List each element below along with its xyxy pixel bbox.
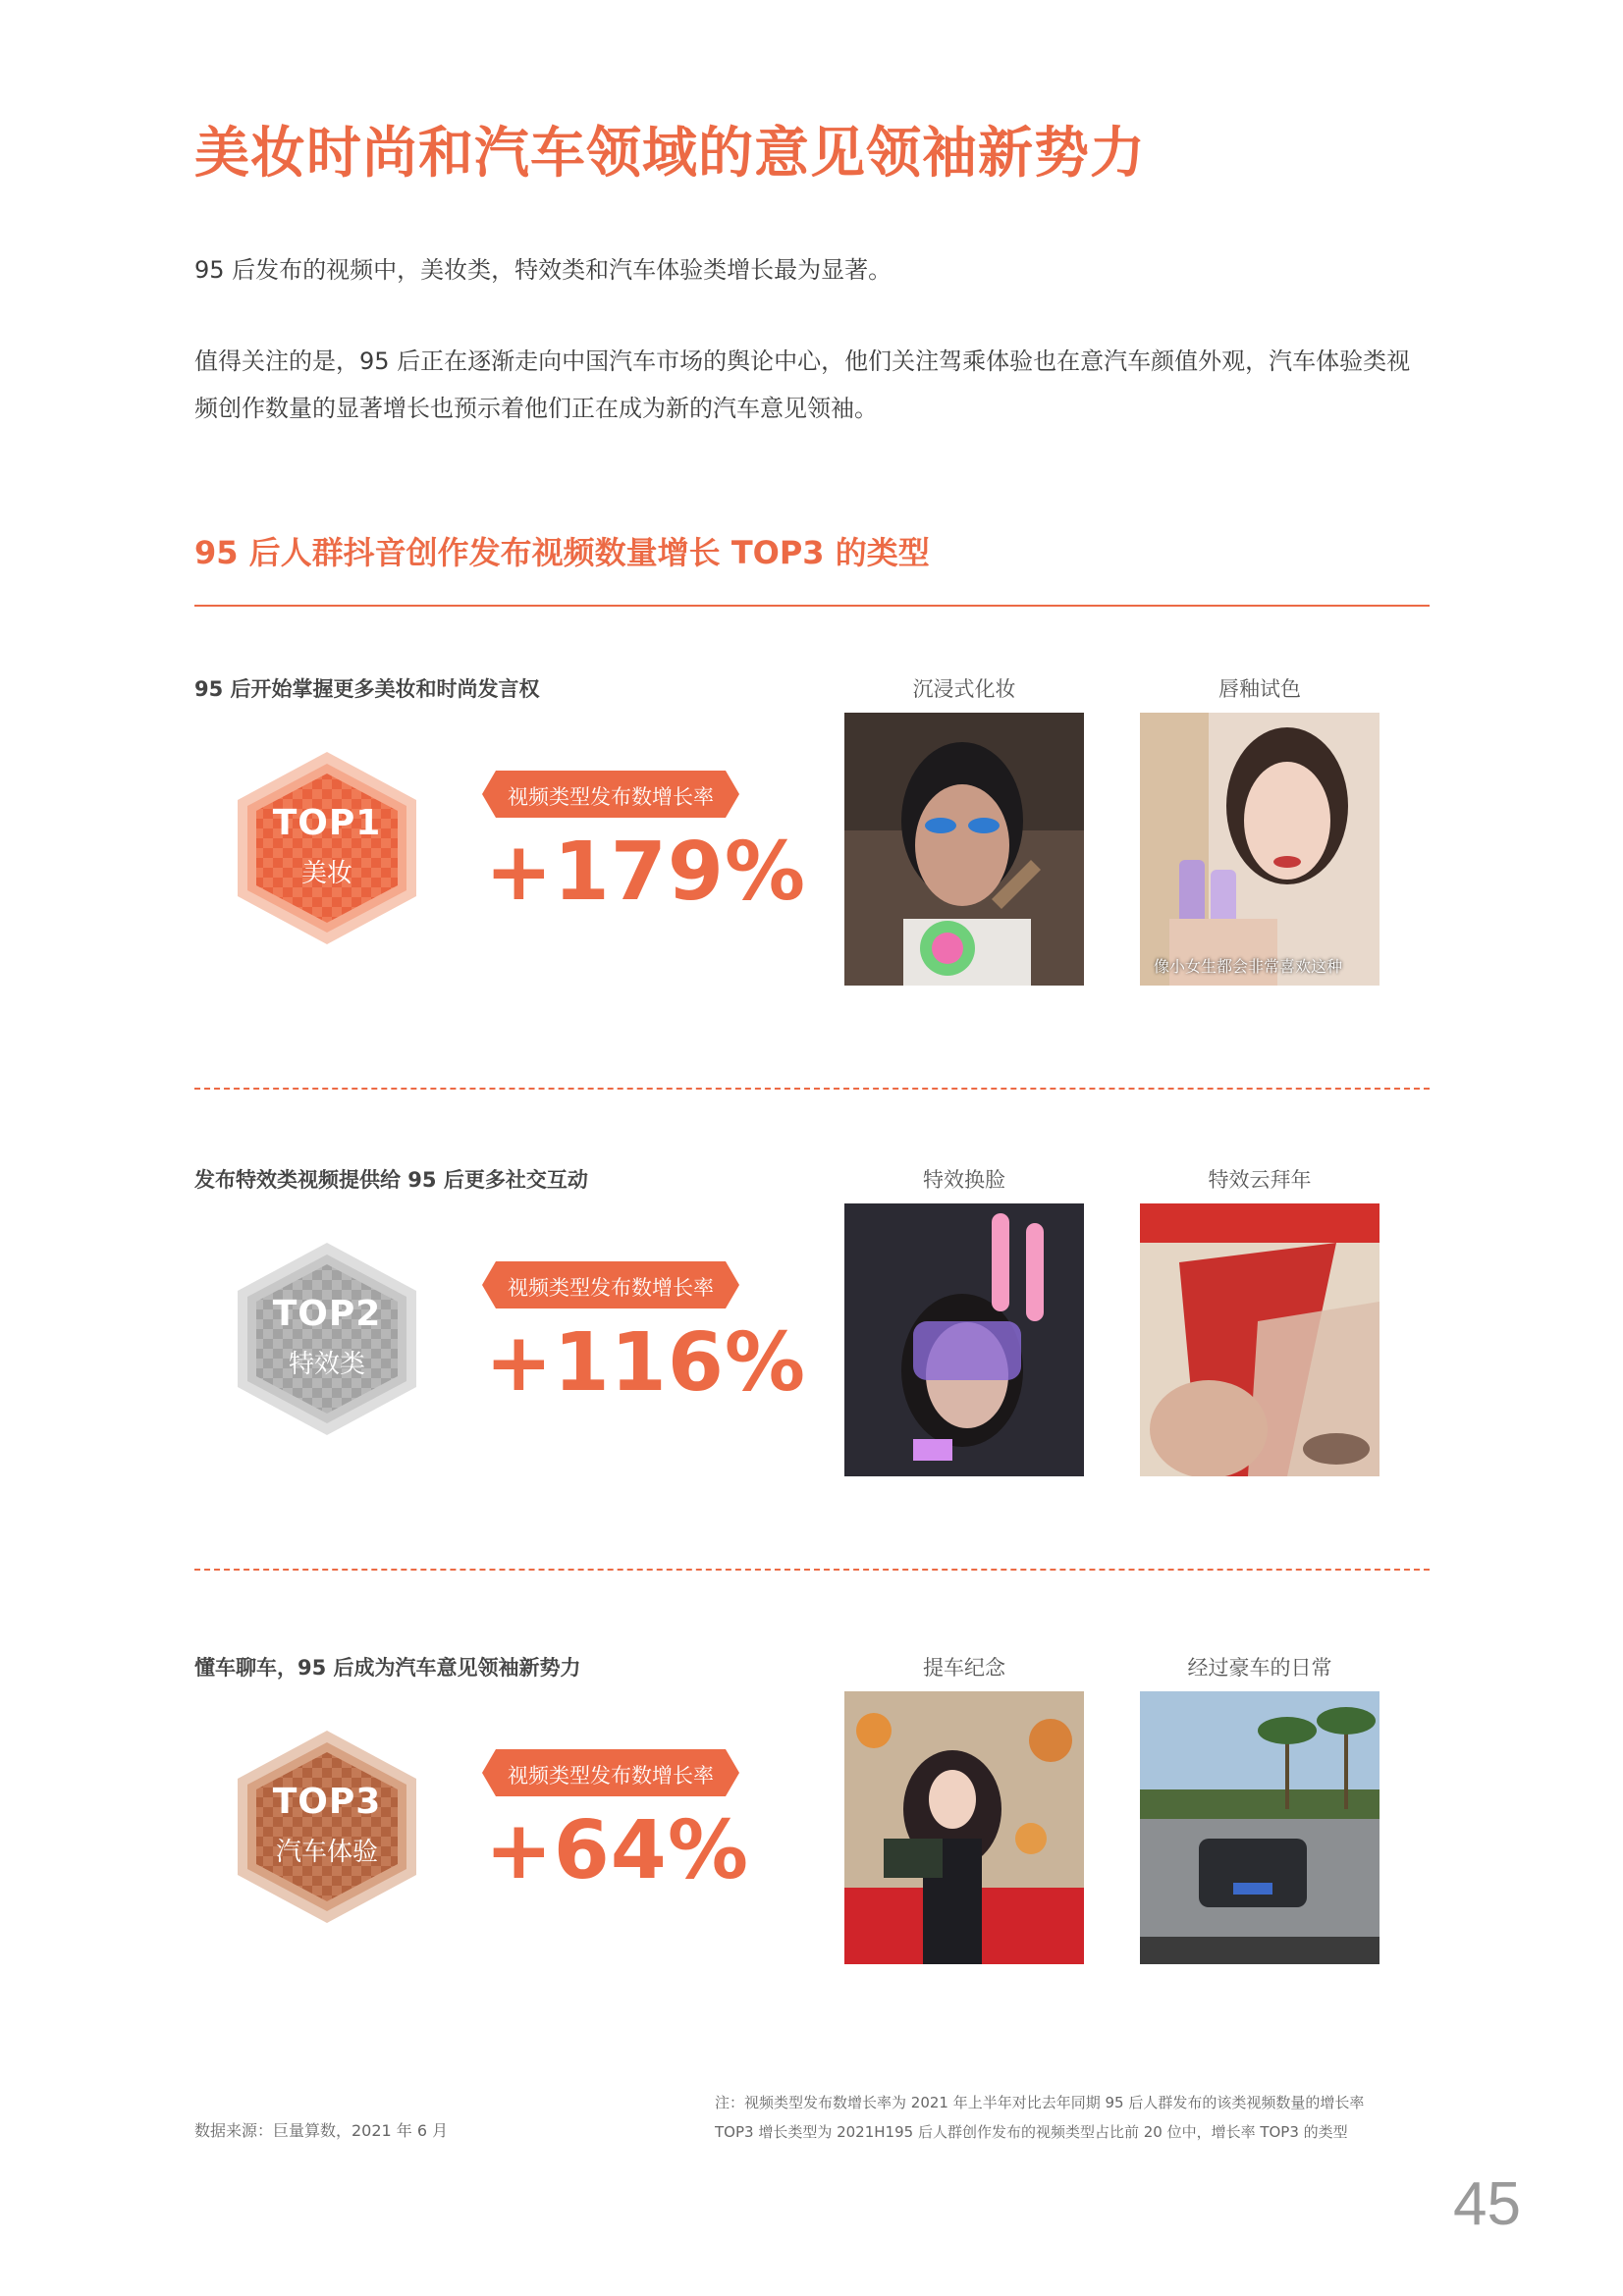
- growth-tag-label: 视频类型发布数增长率: [508, 1276, 714, 1300]
- ranking-section-top2: [0, 1164, 1623, 1576]
- rank-label: TOP3: [272, 1782, 382, 1822]
- new-year-effect-video-thumbnail: [1140, 1203, 1380, 1476]
- image-caption: 经过豪车的日常: [1187, 1656, 1332, 1680]
- top2-hexagon-badge: [234, 1241, 420, 1437]
- top3-hexagon-badge: [234, 1729, 420, 1925]
- data-source: 数据来源：巨量算数，2021 年 6 月: [194, 2121, 449, 2140]
- face-swap-video-thumbnail: [844, 1203, 1084, 1476]
- ranking-section-top3: [0, 1652, 1623, 2064]
- section-divider: [194, 1088, 1430, 1090]
- luxury-car-daily-video-thumbnail: [1140, 1691, 1380, 1964]
- growth-rate-value: +64%: [485, 1804, 749, 1897]
- page-title: 美妆时尚和汽车领域的意见领袖新势力: [194, 122, 1146, 186]
- growth-rate-value: +179%: [485, 826, 807, 919]
- image-caption: 沉浸式化妆: [912, 677, 1016, 701]
- makeup-video-thumbnail: [844, 713, 1084, 986]
- section-heading: 发布特效类视频提供给 95 后更多社交互动: [194, 1168, 588, 1192]
- top1-hexagon-badge: [234, 750, 420, 946]
- page-number: 45: [1453, 2170, 1521, 2238]
- category-label: 特效类: [288, 1350, 365, 1379]
- footnote-line-1: 注：视频类型发布数增长率为 2021 年上半年对比去年同期 95 后人群发布的该类视频数量的增长率: [715, 2094, 1365, 2111]
- section-heading: 懂车聊车，95 后成为汽车意见领袖新势力: [194, 1656, 581, 1680]
- subtitle-divider: [194, 605, 1430, 607]
- image-caption: 特效云拜年: [1208, 1168, 1312, 1192]
- section-subtitle: 95 后人群抖音创作发布视频数量增长 TOP3 的类型: [194, 534, 930, 571]
- section-heading: 95 后开始掌握更多美妆和时尚发言权: [194, 677, 540, 701]
- growth-rate-value: +116%: [485, 1316, 807, 1410]
- image-caption: 唇釉试色: [1218, 677, 1301, 701]
- growth-tag-label: 视频类型发布数增长率: [508, 1764, 714, 1788]
- growth-tag-label: 视频类型发布数增长率: [508, 785, 714, 809]
- category-label: 汽车体验: [275, 1838, 378, 1867]
- car-delivery-video-thumbnail: [844, 1691, 1084, 1964]
- lip-gloss-video-thumbnail: [1140, 713, 1380, 986]
- intro-paragraph-1: 95 后发布的视频中，美妆类，特效类和汽车体验类增长最为显著。: [194, 256, 893, 284]
- category-label: 美妆: [300, 859, 352, 888]
- image-caption: 特效换脸: [923, 1168, 1005, 1192]
- image-caption: 提车纪念: [923, 1656, 1005, 1680]
- footnote: [715, 2088, 1364, 2147]
- intro-paragraph-2: 值得关注的是，95 后正在逐渐走向中国汽车市场的舆论中心，他们关注驾乘体验也在意汽车颜值外观，汽车体验类视频创作数量的显著增长也预示着他们正在成为新的汽车意见领袖。: [194, 347, 1411, 422]
- footnote-line-2: TOP3 增长类型为 2021H195 后人群创作发布的视频类型占比前 20 位中，增长率 TOP3 的类型: [715, 2123, 1348, 2141]
- section-divider: [194, 1569, 1430, 1571]
- rank-label: TOP1: [272, 803, 382, 843]
- ranking-section-top1: [0, 673, 1623, 1086]
- thumbnail-subtitle: 像小女生都会非常喜欢这种: [1154, 957, 1343, 976]
- rank-label: TOP2: [272, 1294, 382, 1334]
